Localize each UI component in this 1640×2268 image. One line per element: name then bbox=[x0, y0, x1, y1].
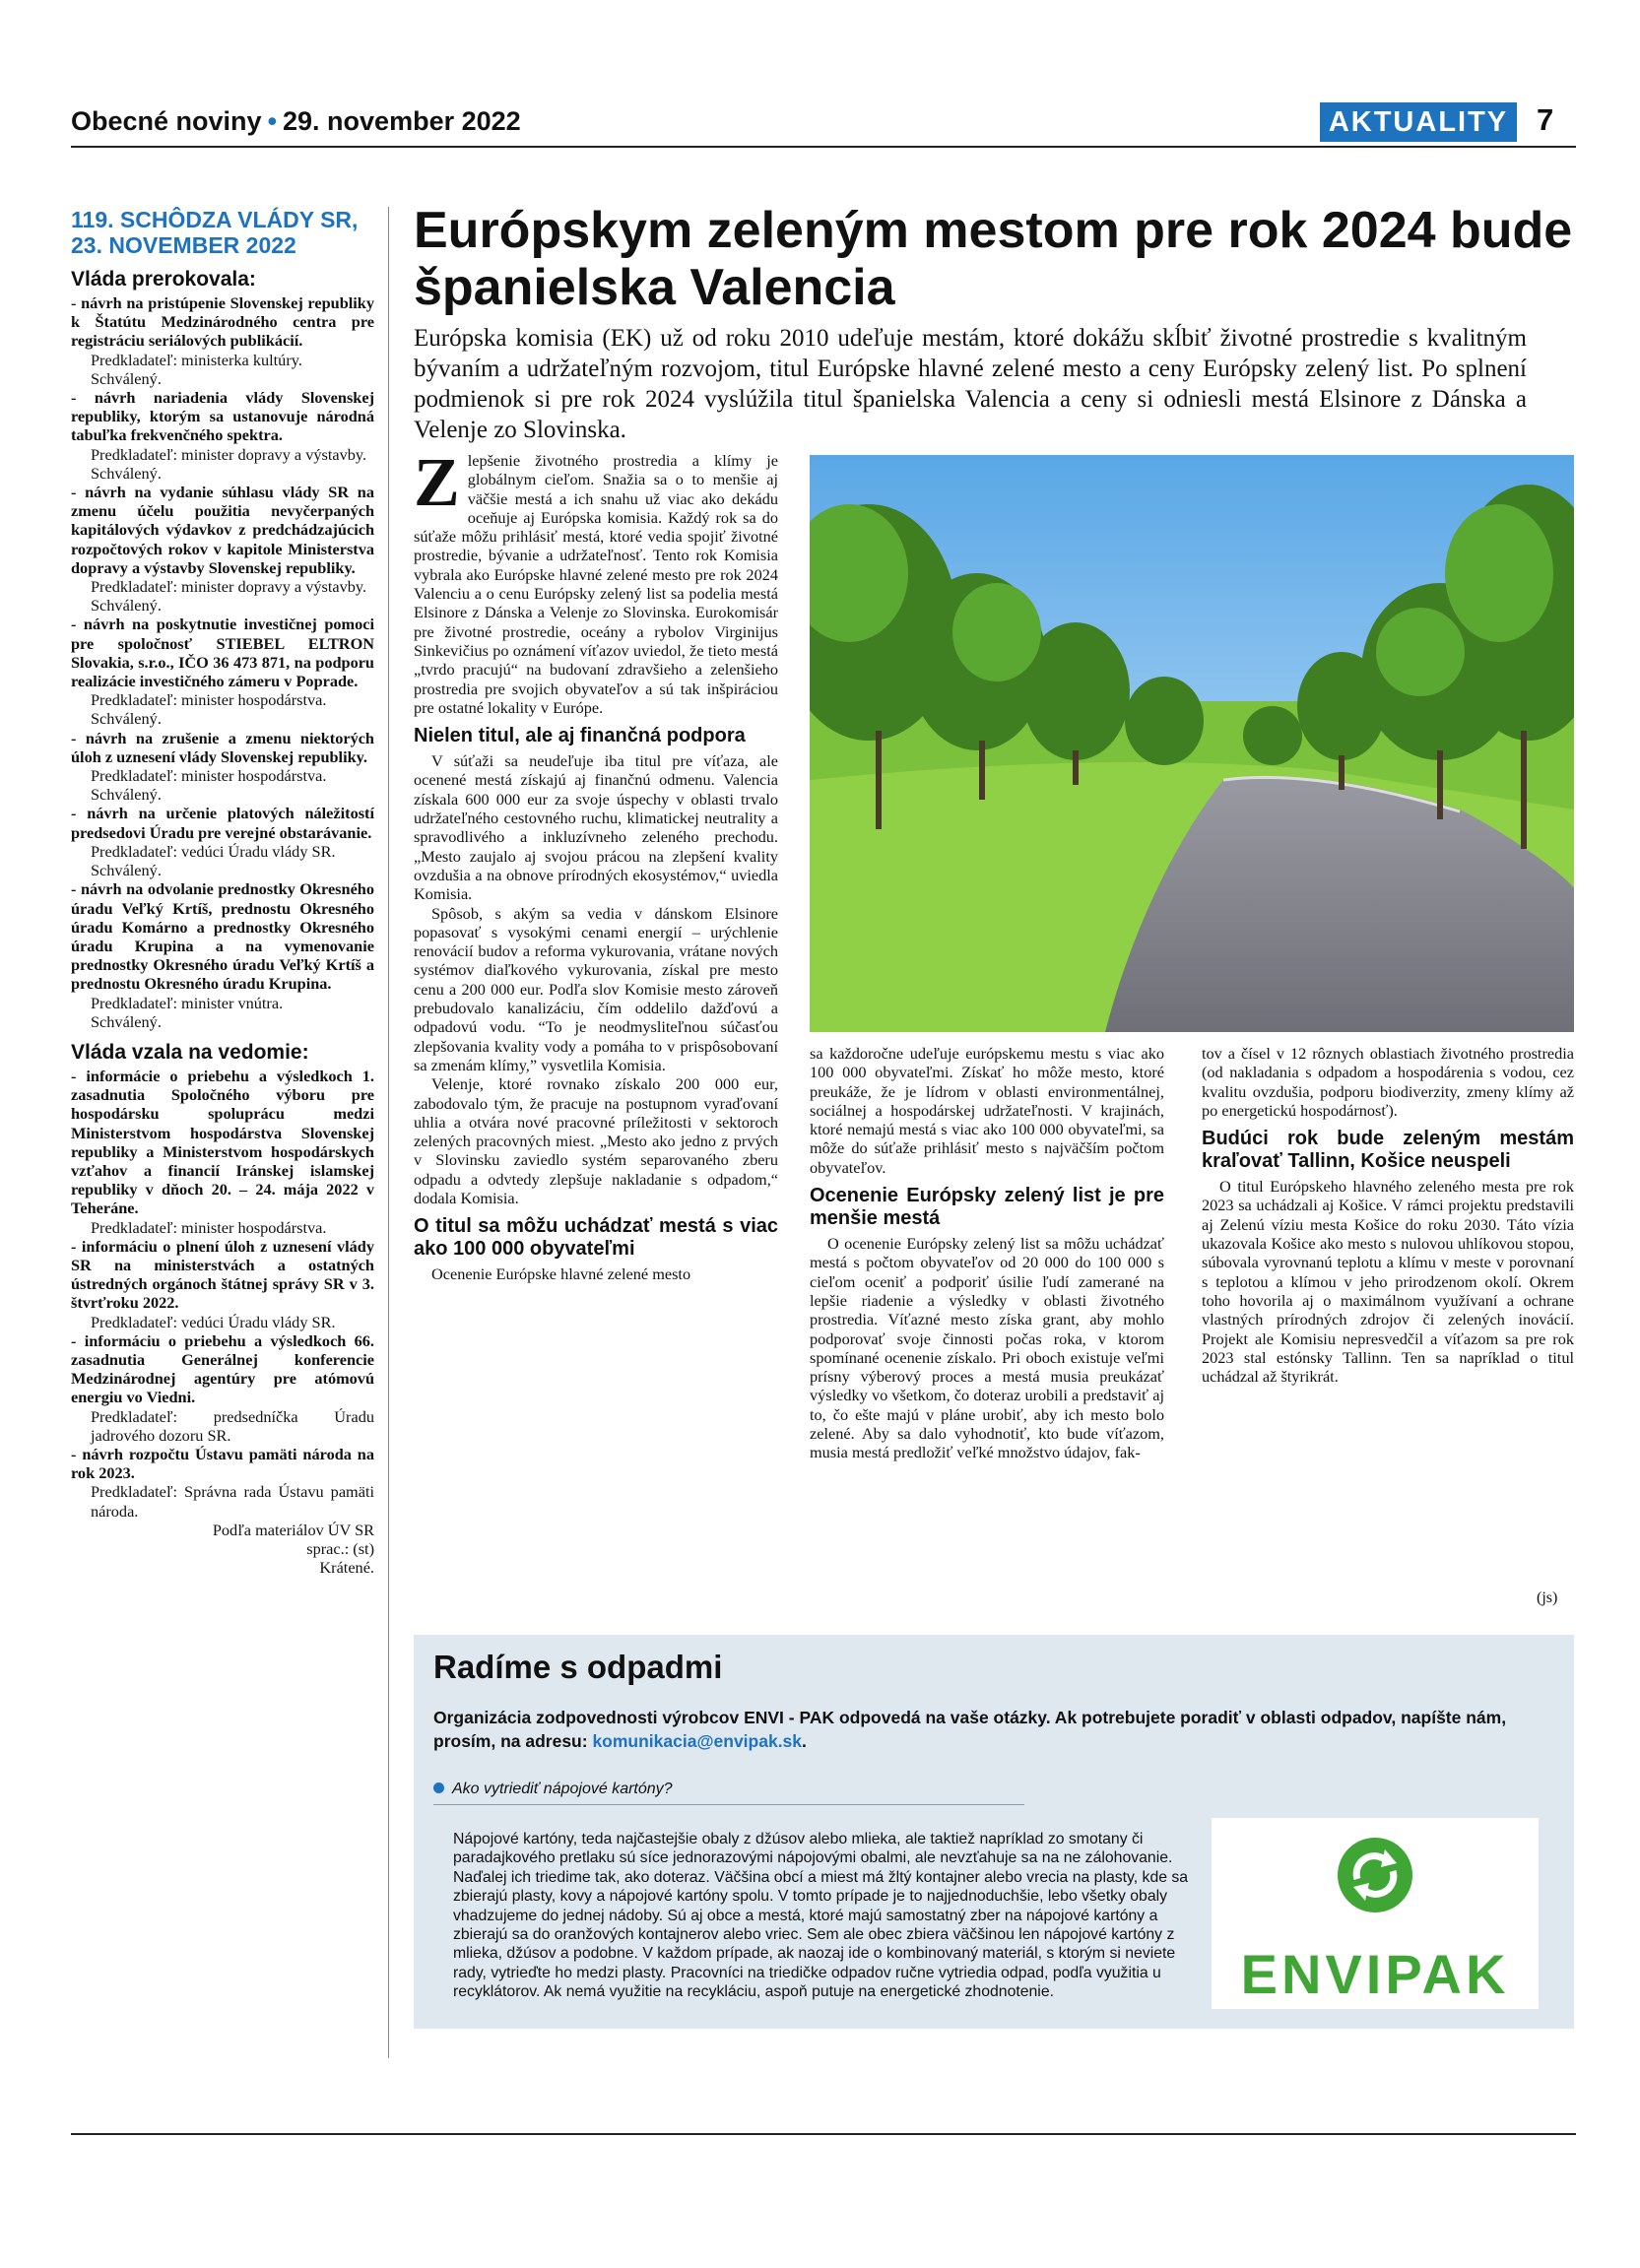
logo-wordmark: ENVIPAK bbox=[1240, 1943, 1510, 2005]
government-session-column bbox=[71, 207, 374, 1577]
agenda-item: - návrh nariadenia vlády Slovenskej republiky, ktorým sa ustanovuje národná tabuľka frekvenčného spektra. bbox=[71, 388, 374, 445]
subheading: Nielen titul, ale aj finančná podpora bbox=[414, 725, 746, 747]
noted-heading: Vláda vzala na vedomie: bbox=[71, 1040, 309, 1064]
source-line: Podľa materiálov ÚV SR bbox=[212, 1520, 374, 1539]
bullet-dot-icon: • bbox=[267, 106, 278, 136]
footer-rule bbox=[71, 2133, 1576, 2135]
section-label: AKTUALITY bbox=[1320, 102, 1517, 142]
submitter: Predkladateľ: minister vnútra. bbox=[91, 993, 284, 1012]
status: Schválený. bbox=[91, 1011, 162, 1031]
email-link[interactable]: komunikacia@envipak.sk bbox=[592, 1731, 803, 1751]
paragraph: O titul Európskeho hlavného zeleného mesta pre rok 2023 sa uchádzali aj Košice. V rámci projektu predstavili aj Zelenú víziu mesta Košice do roku 2030. Táto vízia ukazovala Košice ako mesto s nulovou uhlíkovou stopou, súbovala vyrovnanú teplotu a klímu v meste v porovnaní s teplotou a klímou v jeho prirodzenom okolí. Okrem toho hovorila aj o maximálnom využívaní a ochrane vlastných prírodných zdrojov či zelených inovácií. Projekt ale Komisiu nepresvedčil a víťazom sa pre rok 2023 stal estónsky Tallinn. Ten sa napríklad o titul uchádzal až štyrikrát. bbox=[1202, 1177, 1574, 1387]
intro-text: Organizácia zodpovednosti výrobcov ENVI - PAK odpovedá na vaše otázky. Ak potrebujete poradiť v oblasti odpadov, napíšte nám, prosím, na adresu: bbox=[433, 1708, 1507, 1751]
submitter: Predkladateľ: minister dopravy a výstavby. bbox=[91, 577, 367, 597]
subheading: O titul sa môžu uchádzať mestá s viac ako 100 000 obyvateľmi bbox=[414, 1215, 778, 1261]
park-road-photo bbox=[810, 455, 1574, 1032]
article-column-3 bbox=[1202, 1044, 1574, 1386]
column-divider bbox=[388, 207, 389, 2058]
question-rule bbox=[433, 1804, 1024, 1805]
author-initials: (js) bbox=[1537, 1589, 1558, 1606]
paragraph: Velenje, ktoré rovnako získalo 200 000 eur, zabodovalo tým, že pracuje na postupnom vyraďovaní uhlia a otvára nové pracovné príležitosti v sektoroch zelených pracovných miest. „Mesto ako jedno z prvých v Slovinsku zaviedlo systém separovaného zberu odpadu a odvtedy zlepšuje nakladanie s odpadom,“ dodala Komisia. bbox=[414, 1074, 778, 1207]
agenda-item: - návrh na zrušenie a zmenu niektorých úloh z uznesení vlády Slovenskej republiky. bbox=[71, 728, 374, 766]
agenda-item: - informáciu o plnení úloh z uznesení vlády SR na ministerstvách a ostatných ústredných orgánoch štátnej správy SR v 3. štvrťroku 2022. bbox=[71, 1236, 374, 1313]
noted-list bbox=[71, 1067, 374, 1521]
agenda-item: - informáciu o priebehu a výsledkoch 66. zasadnutia Generálnej konferencie Medzinárodnej agentúry pre atómovú energiu vo Viedni. bbox=[71, 1330, 374, 1407]
question-text: Ako vytriediť nápojové kartóny? bbox=[452, 1781, 673, 1797]
submitter: Predkladateľ: ministerka kultúry. bbox=[91, 350, 302, 369]
session-title: 119. SCHÔDZA VLÁDY SR, bbox=[71, 207, 359, 232]
paper-name: Obecné noviny bbox=[71, 106, 262, 136]
bullet-icon bbox=[433, 1782, 444, 1793]
paragraph: lepšenie životného prostredia a klímy je globálnym cieľom. Snažia sa o to menšie aj väčšie mestá a ich snahu už viac ako dekádu oceňuje aj Európska komisia. Každý rok sa do súťaže môžu prihlásiť mestá, ktoré vedia spojiť životné prostredie, bývanie a udržateľnosť. Tento rok Komisia vybrala ako Európske hlavné zelené mesto pre rok 2024 Valenciu a o cenu Európsky zelený list sa podelia mestá Elsinore z Dánska a Velenje zo Slovinska. Eurokomisár pre životné prostredie, oceány a rybolov Virginijus Sinkevičius po oznámení víťazov uviedol, že tieto mestá „tvrdo pracujú“ na budovaní zdravšieho a zelenšieho prostredia pre svojich obyvateľov a sú tak inšpiráciou pre ostatné lokality v Európe. bbox=[414, 451, 778, 717]
article-headline: Európskym zeleným mestom pre rok 2024 bude španielska Valencia bbox=[414, 202, 1573, 316]
agenda-item: - návrh na odvolanie prednostky Okresného úradu Veľký Krtíš, prednostu Okresného úradu Komárno a prednostky Okresného úradu Krupina a na vymenovanie prednostky Okresného úradu Veľký Krtíš a prednostu Okresného úradu Krupina. bbox=[71, 879, 374, 994]
advice-box bbox=[414, 1635, 1574, 2029]
agenda-item: - návrh na určenie platových náležitostí predsedovi Úradu pre verejné obstarávanie. bbox=[71, 804, 374, 842]
issue-date: 29. november 2022 bbox=[283, 106, 521, 136]
subheading: Budúci rok bude zeleným mestám kraľovať Tallinn, Košice neuspeli bbox=[1202, 1128, 1574, 1173]
paragraph: sa každoročne udeľuje európskemu mestu s viac ako 100 000 obyvateľmi. Získať ho môže mesto, ktoré preukáže, že je lídrom v oblasti environmentálnej, sociálnej a hospodárskej udržateľnosti. V krajinách, ktoré nemajú mestá s viac ako 100 000 obyvateľmi, sa môže do súťaže prihlásiť mesto s najväčším počtom obyvateľov. bbox=[810, 1044, 1164, 1177]
question bbox=[433, 1781, 673, 1798]
paragraph: Ocenenie Európske hlavné zelené mesto bbox=[431, 1264, 691, 1284]
agenda-item: - informácie o priebehu a výsledkoch 1. zasadnutia Spoločného výboru pre hospodársku spoluprácu medzi Ministerstvom hospodárstva Slovenskej republiky a Ministerstvom hospodárskych vzťahov a financií Iránskej islamskej republiky v dňoch 20. – 24. mája 2022 v Teheráne. bbox=[71, 1066, 374, 1218]
page-number: 7 bbox=[1537, 102, 1554, 137]
answer-text: Nápojové kartóny, teda najčastejšie obaly z džúsov alebo mlieka, ale taktiež napríklad zo smotany či paradajkového pretlaku sú síce jednorazovými nápojovými obalmi, ale nevzťahuje sa na ne zálohovanie. Naďalej ich triedime tak, ako doteraz. Väčšina obcí a miest má žltý kontajner alebo vrecia na plasty, kde sa zbierajú plasty, kovy a nápojové kartóny spolu. V tomto prípade je to najjednoduchšie, lebo všetky obaly vhadzujeme do jednej nádoby. Sú aj obce a mestá, ktoré majú samostatný zber na nápojové kartóny a zbierajú sa do oranžových kontajnerov alebo vriec. Sem ale obec zbiera väčšinou len nápojové kartóny z mlieka, džúsov a podobne. V každom prípade, ak naozaj ide o kombinovaný materiál, s ktorým si neviete rady, vytrieďte ho medzi plasty. Pracovníci na triedičke odpadov ručne vytriedia odpad, podľa využitia u recyklátorov. Ak nemá využitie na recykláciu, aspoň putuje na energetické zhodnotenie. bbox=[453, 1831, 1189, 2001]
status: Schválený. bbox=[91, 785, 162, 805]
status: Schválený. bbox=[91, 709, 162, 729]
paragraph: V súťaži sa neudeľuje iba titul pre víťaza, ale ocenené mestá získajú aj finančnú odmenu. Valencia získala 600 000 eur za svoje úspechy v oblasti trvalo udržateľného cestovného ruchu, klimatickej neutrality a spravodlivého a inkluzívneho zeleného prechodu. „Mesto zaujalo aj svojou prácou na zlepšení kvality ovzdušia a na obnove prírodných ekosystémov,“ uviedla Komisia. bbox=[414, 751, 778, 904]
header-rule bbox=[71, 146, 1576, 148]
paragraph: Spôsob, s akým sa vedia v dánskom Elsinore popasovať s vysokými cenami energií – urýchlenie renovácií budov a reforma vykurovania, vrátane nových systémov diaľkového vykurovania, získal pre mesto cenu a 200 000 eur. Podľa slov Komisie mesto zároveň prebudovalo kanalizáciu, čím oddelilo dažďovú a odpadovú vodu. “To je neodmysliteľnou súčasťou zlepšovania kvality vody a pomáha to v prispôsobovaní sa zmenám klímy,” vysvetlila Komisia. bbox=[414, 903, 778, 1074]
agenda-item: - návrh rozpočtu Ústavu pamäti národa na rok 2023. bbox=[71, 1444, 374, 1483]
submitter: Predkladateľ: vedúci Úradu vlády SR. bbox=[91, 841, 336, 861]
drop-cap: Z bbox=[414, 445, 460, 521]
submitter: Predkladateľ: minister dopravy a výstavby. bbox=[91, 444, 367, 464]
subheading: Ocenenie Európsky zelený list je pre menšie mestá bbox=[810, 1185, 1164, 1230]
status: Schválený. bbox=[91, 463, 162, 483]
processed-by: sprac.: (st) bbox=[306, 1539, 374, 1558]
agenda-item: - návrh na vydanie súhlasu vlády SR na zmenu účelu použitia nevyčerpaných kapitálových výdavkov z predchádzajúcich rozpočtových rokov v kapitole Ministerstva dopravy a výstavby Slovenskej republiky. bbox=[71, 483, 374, 577]
envipak-logo bbox=[1212, 1818, 1539, 2009]
article-column-2 bbox=[810, 1044, 1164, 1462]
advice-title: Radíme s odpadmi bbox=[433, 1649, 723, 1685]
submitter: Predkladateľ: minister hospodárstva. bbox=[91, 690, 327, 710]
submitter: Predkladateľ: predsedníčka Úradu jadrového dozoru SR. bbox=[91, 1406, 374, 1445]
status: Schválený. bbox=[91, 861, 162, 880]
status: Schválený. bbox=[91, 596, 162, 616]
article-column-1 bbox=[414, 445, 778, 1284]
intro-end: . bbox=[802, 1731, 807, 1751]
discussed-heading: Vláda prerokovala: bbox=[71, 268, 256, 291]
running-header bbox=[71, 106, 521, 137]
paragraph: O ocenenie Európsky zelený list sa môžu uchádzať mestá s počtom obyvateľov od 20 000 do 100 000 s cieľom oceniť a podporiť úsilie ľudí zamerané na lepšie riadenie a výsledky v oblasti životného prostredia. Víťazné mesto získa grant, aby mohlo podporovať svoje činnosti počas roka, v ktorom spomínané ocenenie získalo. Pri oboch existuje veľmi prísny výberový proces a mestá musia preukázať výsledky vo všetkom, čo doteraz urobili a predstaviť aj to, čo ešte majú v pláne urobiť, aby ich mesto bolo zelené. Aby sa dalo vyhodnotiť, kto bude víťazom, musia mestá predložiť veľké množstvo údajov, fak- bbox=[810, 1234, 1164, 1462]
submitter: Predkladateľ: vedúci Úradu vlády SR. bbox=[91, 1312, 336, 1331]
agenda-item: - návrh na poskytnutie investičnej pomoci pre spoločnosť STIEBEL ELTRON Slovakia, s.r.o., IČO 36 473 871, na podporu realizácie investičného zámeru v Poprade. bbox=[71, 615, 374, 691]
submitter: Predkladateľ: minister hospodárstva. bbox=[91, 1217, 327, 1237]
discussed-list bbox=[71, 293, 374, 1031]
submitter: Predkladateľ: Správna rada Ústavu pamäti národa. bbox=[91, 1482, 374, 1521]
abridged-note: Krátené. bbox=[319, 1558, 374, 1578]
recycle-icon bbox=[1336, 1836, 1414, 1914]
advice-intro bbox=[433, 1706, 1546, 1753]
agenda-item: - návrh na pristúpenie Slovenskej republiky k Štatútu Medzinárodného centra pre registráciu seriálových publikácií. bbox=[71, 293, 374, 351]
submitter: Predkladateľ: minister hospodárstva. bbox=[91, 766, 327, 786]
status: Schválený. bbox=[91, 368, 162, 388]
article-lead: Európska komisia (EK) už od roku 2010 udeľuje mestám, ktoré dokážu skĺbiť životné prostredie s kvalitným bývaním a udržateľným rozvojom, titul Európske hlavné zelené mesto a ceny Európsky zelený list. Po splnení podmienok si pre rok 2024 vyslúžila titul španielska Valencia a ceny si odniesli mestá Elsinore z Dánska a Velenje zo Slovinska. bbox=[414, 325, 1527, 443]
paragraph: tov a čísel v 12 rôznych oblastiach životného prostredia (od nakladania s odpadom a hospodárenia s vodou, cez kvalitu ovzdušia, podporu biodiverzity, zmeny klímy až po energetickú hospodárnosť). bbox=[1202, 1044, 1574, 1120]
session-date: 23. NOVEMBER 2022 bbox=[71, 232, 296, 258]
